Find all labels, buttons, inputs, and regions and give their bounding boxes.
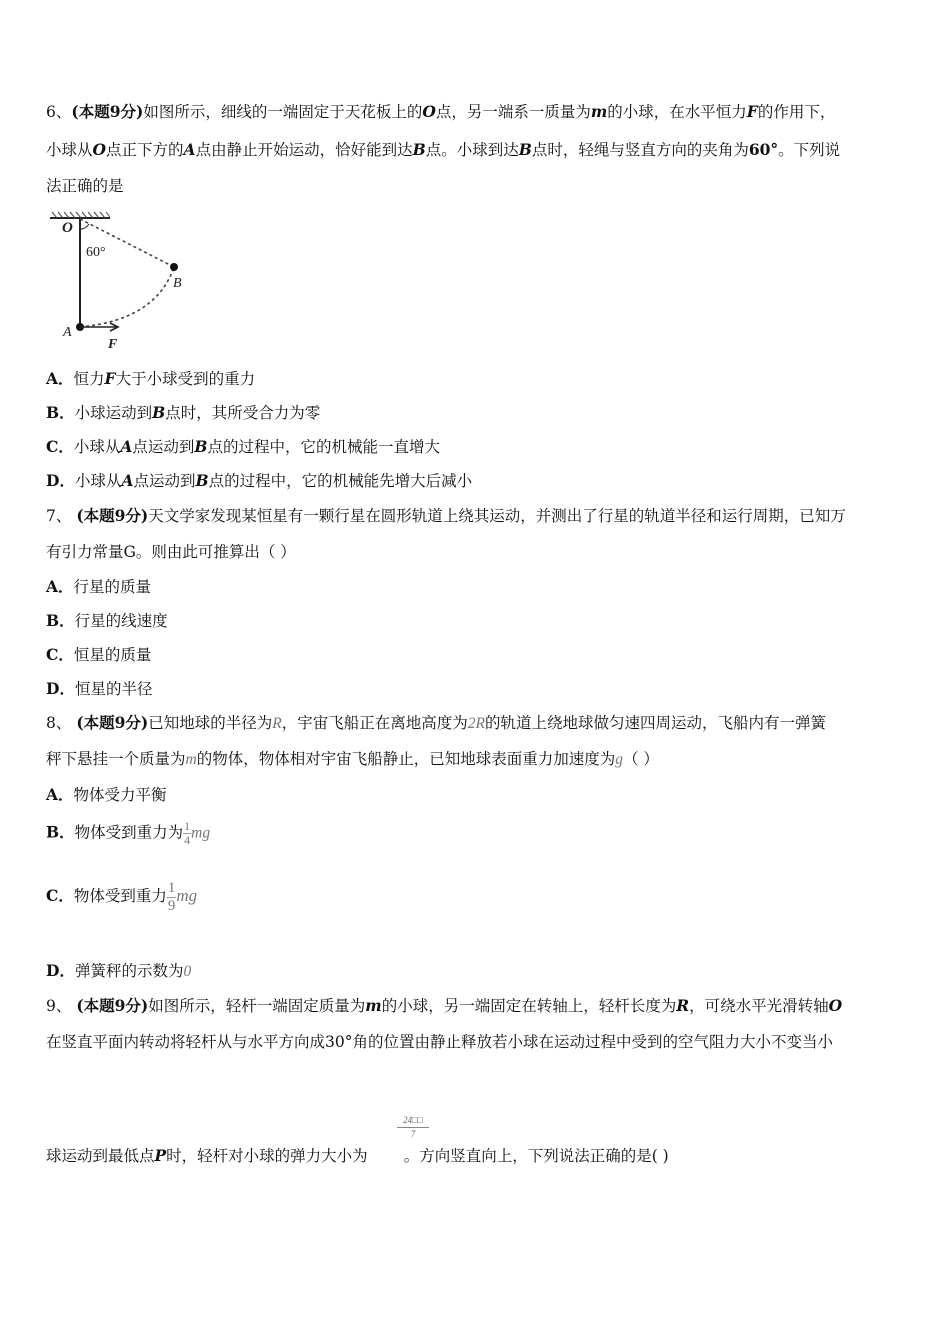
q7-stem-line1: 7、 (本题9分)天文学家发现某恒星有一颗行星在圆形轨道上绕其运动，并测出了行星的轨道半径和运行周期，已知万 bbox=[46, 506, 846, 525]
q8-stem-line1: 8、 (本题9分)已知地球的半径为R，宇宙飞船正在离地高度为2R的轨道上绕地球做匀速四周运动，飞船内有一弹簧 bbox=[46, 713, 826, 732]
label-F: F bbox=[108, 337, 118, 352]
q7-option-d[interactable]: D．恒星的半径 bbox=[46, 679, 153, 698]
q8-option-b[interactable]: B．物体受到重力为 $\frac{1}{4}$ mg bbox=[46, 819, 211, 848]
q6-stem-line3: 法正确的是 bbox=[46, 177, 124, 195]
q8-option-a[interactable]: A．物体受力平衡 bbox=[46, 785, 167, 804]
q6-option-d[interactable]: D．小球从A点运动到B点的过程中，它的机械能先增大后减小 bbox=[46, 471, 473, 490]
q7-option-a[interactable]: A．行星的质量 bbox=[46, 577, 152, 596]
q7-option-c[interactable]: C．恒星的质量 bbox=[46, 645, 152, 664]
q6-option-c[interactable]: C．小球从A点运动到B点的过程中，它的机械能一直增大 bbox=[46, 437, 441, 456]
q9-stem-line3: 球运动到最低点P时，轻杆对小球的弹力大小为 。方向竖直向上，下列说法正确的是( ) bbox=[46, 1146, 669, 1165]
q9-stem-line2: 在竖直平面内转动将轻杆从与水平方向成30°角的位置由静止释放若小球在运动过程中受到的空气阻力大小不变当小 bbox=[46, 1033, 833, 1051]
q9-stem-line1: 9、 (本题9分)如图所示，轻杆一端固定质量为m的小球，另一端固定在转轴上，轻杆长度为R，可绕水平光滑转轴O bbox=[46, 996, 843, 1015]
q6-stem-line1: 6、(本题9分)如图所示，细线的一端固定于天花板上的O点，另一端系一质量为m的小球，在水平恒力F的作用下， bbox=[46, 102, 836, 121]
q8-frac-1-4: $\frac{1}{4}$ bbox=[184, 819, 191, 848]
label-B: B bbox=[173, 276, 182, 291]
ball-B bbox=[170, 263, 178, 271]
label-O: O bbox=[62, 220, 73, 236]
q8-option-d[interactable]: D．弹簧秤的示数为0 bbox=[46, 961, 192, 980]
q8-stem-line2: 秤下悬挂一个质量为m的物体，物体相对宇宙飞船静止，已知地球表面重力加速度为g（ ） bbox=[46, 750, 659, 768]
q7-stem-line2: 有引力常量G。则由此可推算出（ ） bbox=[46, 543, 296, 561]
label-A: A bbox=[63, 325, 72, 340]
q8-option-c[interactable]: C．物体受到重力 $\frac{1}{9}$ mg bbox=[46, 880, 198, 914]
q6-option-a[interactable]: A．恒力F大于小球受到的重力 bbox=[46, 369, 256, 388]
ceiling-hatch bbox=[50, 212, 110, 218]
q7-option-b[interactable]: B．行星的线速度 bbox=[46, 611, 168, 630]
q8-frac-1-9: $\frac{1}{9}$ bbox=[167, 880, 176, 914]
q6-stem-line2: 小球从O点正下方的A点由静止开始运动，恰好能到达B点。小球到达B点时，轻绳与竖直方向的夹角为60°。下列说 bbox=[46, 140, 841, 159]
angle-arc bbox=[80, 224, 89, 229]
pendulum-figure bbox=[46, 208, 206, 356]
q6-option-b[interactable]: B．小球运动到B点时，其所受合力为零 bbox=[46, 403, 321, 422]
label-60deg: 60° bbox=[86, 245, 106, 260]
trajectory-arc bbox=[80, 267, 174, 327]
q9-fraction: 24□□ 7 bbox=[397, 1114, 429, 1140]
